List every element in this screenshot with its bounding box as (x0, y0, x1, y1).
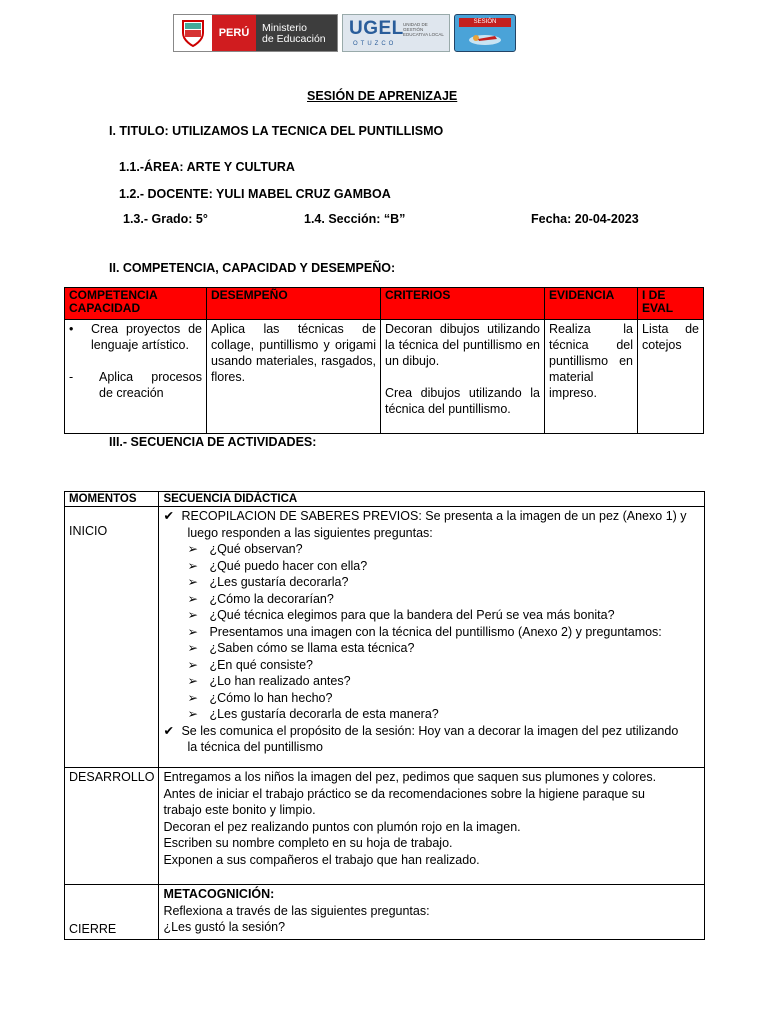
peru-label: PERÚ (212, 15, 256, 51)
checkmark-icon: ✔ (163, 509, 174, 523)
arrow-bullet-icon: ➢ (187, 674, 198, 688)
ministry-name: Ministerio de Educación (256, 15, 337, 51)
competencia-cell: • Crea proyectos de lenguaje artístico. - Aplica procesos de creación (65, 320, 207, 434)
desempeno-cell: Aplica las técnicas de collage, puntillismo y origami usando materiales, rasgados, flores. (207, 320, 381, 434)
fecha-line: Fecha: 20-04-2023 (531, 212, 639, 226)
header-secuencia: SECUENCIA DIDÀCTICA (159, 492, 705, 507)
eval-cell: Lista de cotejos (638, 320, 704, 434)
inicio-label: INICIO (65, 507, 159, 768)
swimmer-icon (465, 30, 505, 48)
cierre-label: CIERRE (65, 885, 159, 940)
arrow-bullet-icon: ➢ (187, 707, 198, 721)
header-competencia: COMPETENCIA CAPACIDAD (65, 288, 207, 320)
header-eval: I DE EVAL (638, 288, 704, 320)
arrow-bullet-icon: ➢ (187, 542, 198, 556)
arrow-bullet-icon: ➢ (187, 657, 198, 672)
cierre-content: METACOGNICIÓN: Reflexiona a través de las siguientes preguntas: ¿Les gustó la sesión? (159, 885, 705, 940)
arrow-bullet-icon: ➢ (187, 575, 198, 589)
checkmark-icon: ✔ (163, 723, 174, 738)
area-line: 1.1.-ÁREA: ARTE Y CULTURA (119, 160, 295, 174)
bullet-icon: • (69, 322, 74, 336)
peru-shield-icon (174, 15, 212, 51)
section-1-title: I. TITULO: UTILIZAMOS LA TECNICA DEL PUNTILLISMO (109, 124, 444, 138)
arrow-bullet-icon: ➢ (187, 690, 198, 705)
header-desempeno: DESEMPEÑO (207, 288, 381, 320)
dash-icon: - (69, 370, 74, 384)
arrow-bullet-icon: ➢ (187, 641, 198, 655)
header-momentos: MOMENTOS (65, 492, 159, 507)
ugel-logo: UGEL OTUZCO UNIDAD DE GESTIÓN EDUCATIVA LOCAL (342, 14, 450, 52)
evidencia-cell: Realiza la técnica del puntillismo en material impreso. (545, 320, 638, 434)
arrow-bullet-icon: ➢ (187, 558, 198, 573)
seccion-line: 1.4. Sección: “B” (304, 212, 406, 226)
header-criterios: CRITERIOS (381, 288, 545, 320)
sequence-table (64, 491, 705, 940)
section-3-title: III.- SECUENCIA DE ACTIVIDADES: (109, 435, 317, 449)
arrow-bullet-icon: ➢ (187, 624, 198, 639)
section-2-title: II. COMPETENCIA, CAPACIDAD Y DESEMPEÑO: (109, 261, 396, 275)
header-evidencia: EVIDENCIA (545, 288, 638, 320)
arrow-bullet-icon: ➢ (187, 591, 198, 606)
header-logos (173, 14, 519, 52)
grado-line: 1.3.- Grado: 5° (123, 212, 208, 226)
criterios-cell: Decoran dibujos utilizando la técnica del puntillismo en un dibujo. Crea dibujos utilizando la técnica del puntillismo. (381, 320, 545, 434)
desarrollo-content: Entregamos a los niños la imagen del pez, pedimos que saquen sus plumones y colores. Antes de iniciar el trabajo práctico se da recomendaciones sobre la higiene paraque su trabajo este bonito y limpio. Decoran el pez realizando puntos con plumón rojo en la imagen. Escriben su nombre completo en su hoja de trabajo. Exponen a sus compañeros el trabajo que han realizado. (159, 768, 705, 885)
inicio-content: ✔ RECOPILACION DE SABERES PREVIOS: Se presenta a la imagen de un pez (Anexo 1) y luego responden a las siguientes preguntas: ➢ ¿Qué observan? ➢ ¿Qué puedo hacer con ella? ➢ ¿Les gustaría decorarla? ➢ ¿Cómo la decorarían? ➢ ¿Qué técnica elegimos para que la bandera del Perú se vea más bonita? ➢ Presentamos una imagen con la técnica del puntillismo (Anexo 2) y preguntamos: ➢ ¿Saben cómo se llama esta técnica? ➢ ¿En qué consiste? ➢ ¿Lo han realizado antes? ➢ ¿Cómo lo han hecho? ➢ ¿Les gustaría decorarla de esta manera? ✔ Se les comunica el propósito de la sesión: Hoy van a decorar la imagen del pez utilizando la técnica del puntillismo (159, 507, 705, 768)
arrow-bullet-icon: ➢ (187, 608, 198, 622)
desarrollo-label: DESARROLLO (65, 768, 159, 885)
school-logo: SESIÓN (454, 14, 516, 52)
ministry-logo (173, 14, 338, 52)
competency-table (64, 287, 704, 434)
document-title: SESIÓN DE APRENIZAJE (307, 89, 458, 103)
docente-line: 1.2.- DOCENTE: YULI MABEL CRUZ GAMBOA (119, 187, 391, 201)
